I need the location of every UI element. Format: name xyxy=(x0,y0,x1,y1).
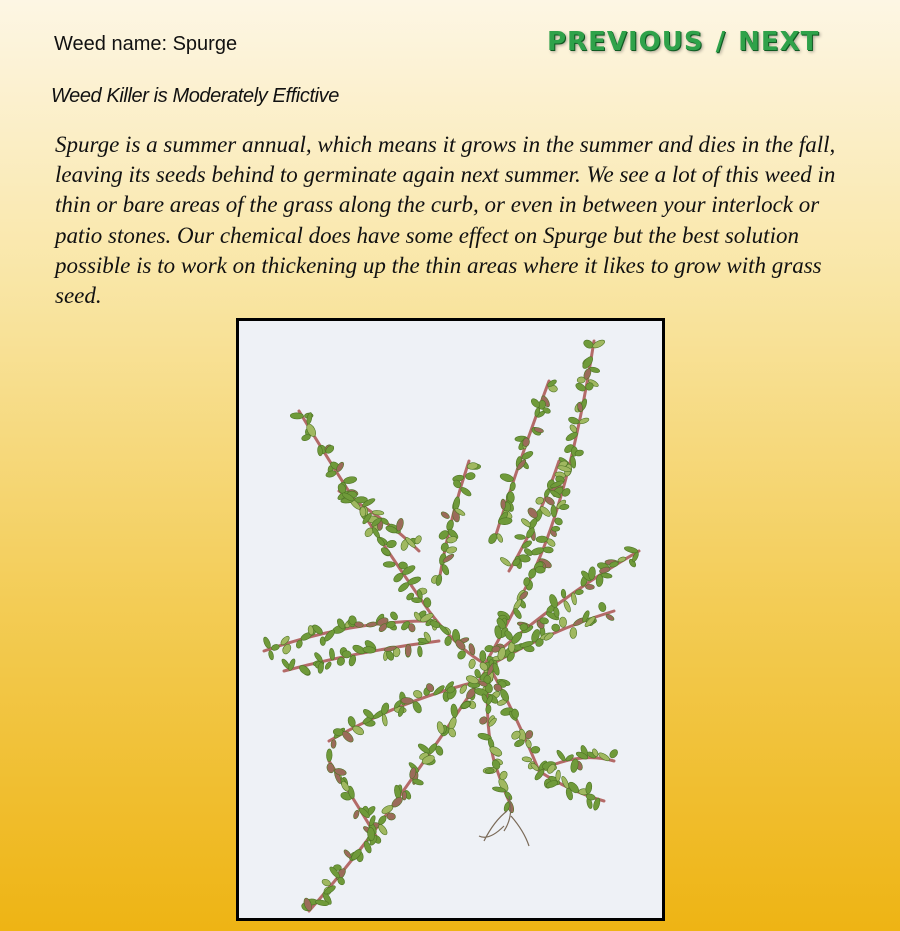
leaf-mark xyxy=(585,584,594,589)
leaf-mark xyxy=(402,791,407,800)
leaf-mark xyxy=(550,505,556,517)
leaf-mark xyxy=(536,536,548,543)
leaf-mark xyxy=(480,650,487,661)
leaf-mark xyxy=(552,526,560,531)
leaf-mark xyxy=(501,499,506,509)
nav-separator: / xyxy=(715,27,727,57)
next-link[interactable]: NEXT xyxy=(738,27,820,57)
effectiveness-rating: Weed Killer is Moderately Effictive xyxy=(51,85,339,107)
leaf-mark xyxy=(405,644,411,657)
leaf-mark xyxy=(290,413,303,420)
leaf-mark xyxy=(543,546,553,553)
leaf-mark xyxy=(326,749,332,762)
spurge-photo xyxy=(236,318,665,921)
previous-link[interactable]: PREVIOUS xyxy=(547,27,704,57)
page-navigation xyxy=(547,27,819,57)
leaf-mark xyxy=(559,617,567,628)
leaf-mark xyxy=(360,507,366,517)
leaf-mark xyxy=(577,377,586,384)
leaf-mark xyxy=(342,650,351,658)
leaf-mark xyxy=(535,566,545,573)
leaf-mark xyxy=(383,562,395,568)
weed-name-label: Weed name: Spurge xyxy=(54,33,238,55)
leaf-mark xyxy=(570,627,577,638)
spurge-plant-illustration xyxy=(239,321,662,918)
weed-description: Spurge is a summer annual, which means it grows in the summer and dies in the fall, leaving its seeds behind to germinate again next summer. We see a lot of this weed in thin or bare areas of the grass along the curb, or even in between your interlock or patio stones. Our chemical does have some effect on Spurge but the best solution possible is to work on thickening up the thin areas where it likes to grow with grass seed. xyxy=(55,132,836,309)
